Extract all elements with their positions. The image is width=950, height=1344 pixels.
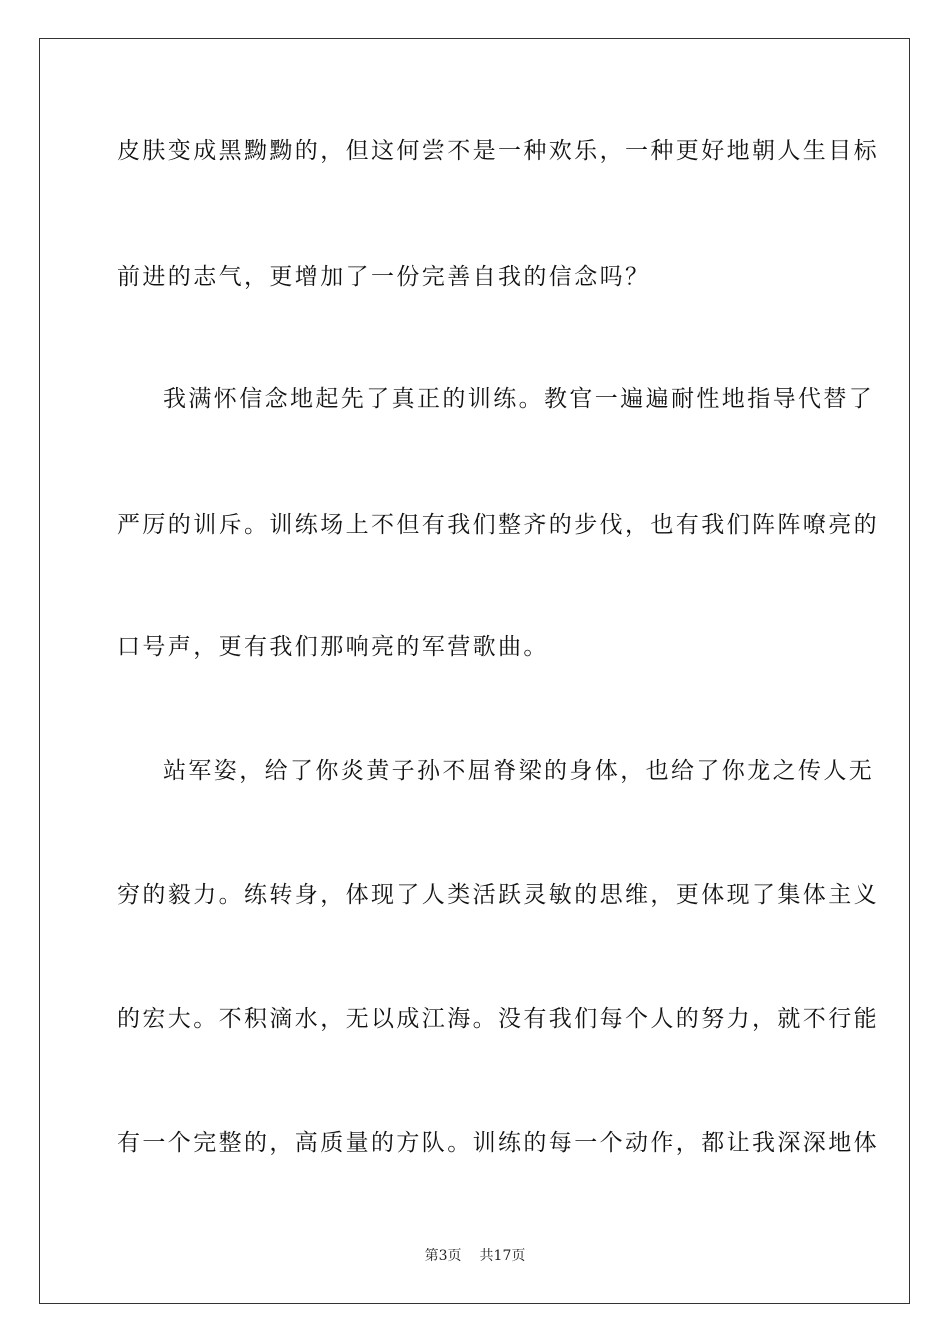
text-line: 有一个完整的，高质量的方队。训练的每一个动作，都让我深深地体 [117, 1130, 879, 1156]
text-line: 口号声，更有我们那响亮的军营歌曲。 [117, 634, 549, 660]
paragraph-start-line: 站军姿，给了你炎黄子孙不屈脊梁的身体，也给了你龙之传人无 [163, 758, 875, 784]
paragraph-start-line: 我满怀信念地起先了真正的训练。教官一遍遍耐性地指导代替了 [163, 386, 875, 412]
page-total: 共17页 [479, 1248, 526, 1264]
text-line: 皮肤变成黑黝黝的，但这何尝不是一种欢乐，一种更好地朝人生目标 [117, 138, 879, 164]
text-line: 穷的毅力。练转身，体现了人类活跃灵敏的思维，更体现了集体主义 [117, 882, 879, 908]
text-line: 的宏大。不积滴水，无以成江海。没有我们每个人的努力，就不行能 [117, 1006, 879, 1032]
page-number: 第3页 [424, 1248, 462, 1264]
page-footer [0, 1247, 950, 1265]
page-border [39, 38, 910, 1304]
text-line: 前进的志气，更增加了一份完善自我的信念吗？ [117, 264, 651, 290]
text-line: 严厉的训斥。训练场上不但有我们整齐的步伐，也有我们阵阵嘹亮的 [117, 512, 879, 538]
